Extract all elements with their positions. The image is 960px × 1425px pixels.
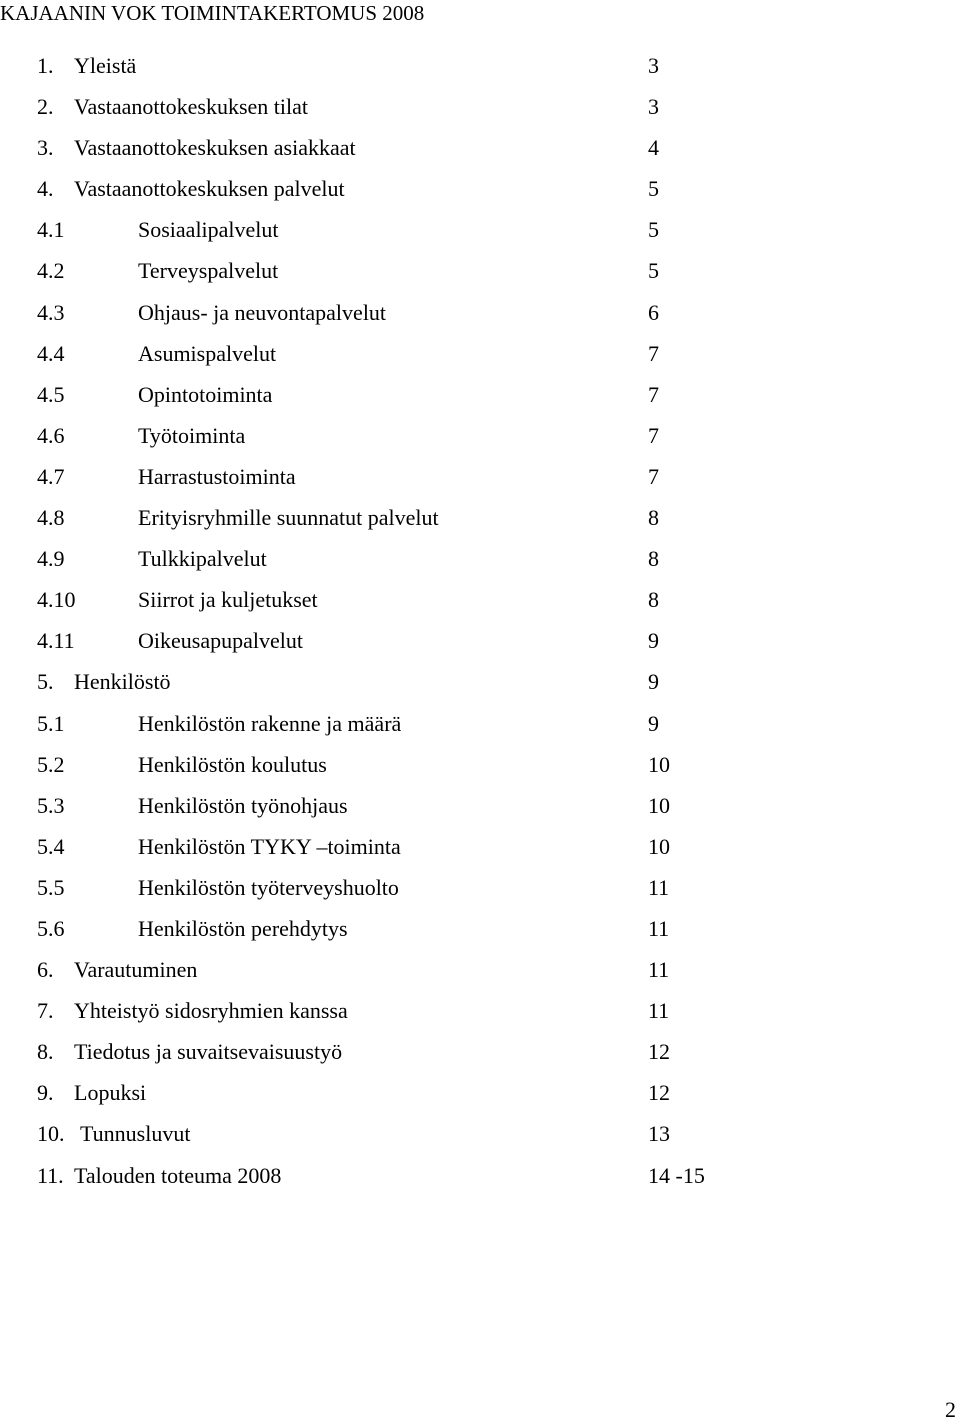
toc-subentry (0, 209, 960, 250)
toc-entry-number: 5. (37, 669, 54, 695)
toc-subentry (0, 333, 960, 374)
toc-entry-label: Vastaanottokeskuksen asiakkaat (74, 135, 356, 161)
toc-entry-page: 12 (648, 1080, 670, 1106)
toc-entry-label: Oikeusapupalvelut (138, 628, 303, 654)
toc-entry (0, 990, 960, 1031)
toc-entry-label: Henkilöstön perehdytys (138, 915, 348, 941)
toc-entry-label: Tulkkipalvelut (138, 546, 267, 572)
toc-subentry (0, 538, 960, 579)
page-number: 2 (945, 1397, 956, 1422)
toc-entry-label: Yhteistyö sidosryhmien kanssa (74, 998, 348, 1024)
toc-entry-page: 5 (648, 217, 659, 243)
toc-entry (0, 661, 960, 702)
table-of-contents (0, 45, 960, 1196)
toc-entry-page: 3 (648, 53, 659, 78)
toc-entry-number: 5.1 (37, 710, 65, 736)
toc-subentry (0, 744, 960, 785)
toc-entry-number: 4.1 (37, 217, 65, 243)
toc-entry (0, 168, 960, 209)
toc-entry-number: 11. (37, 1162, 64, 1188)
toc-subentry (0, 292, 960, 333)
toc-entry-page: 12 (648, 1039, 670, 1065)
toc-subentry (0, 908, 960, 949)
toc-entry (0, 86, 960, 127)
toc-entry-number: 4. (37, 176, 54, 202)
toc-entry-label: Henkilöstön TYKY –toiminta (138, 833, 401, 859)
toc-entry-label: Tiedotus ja suvaitsevaisuustyö (74, 1039, 343, 1065)
toc-entry-page: 4 (648, 135, 659, 161)
toc-entry-label: Siirrot ja kuljetukset (138, 587, 318, 613)
toc-entry-page: 11 (648, 874, 670, 900)
toc-entry-number: 3. (37, 135, 54, 161)
toc-entry (0, 45, 960, 86)
toc-subentry (0, 497, 960, 538)
toc-entry-label: Tunnusluvut (80, 1121, 191, 1147)
toc-entry-number: 7. (37, 998, 54, 1024)
toc-entry-page: 5 (648, 258, 659, 284)
toc-entry-label: Erityisryhmille suunnatut palvelut (138, 505, 439, 531)
toc-entry (0, 1031, 960, 1072)
toc-entry-page: 9 (648, 669, 659, 695)
toc-entry-number: 4.10 (37, 587, 76, 613)
toc-entry-page: 8 (648, 587, 659, 613)
toc-entry-page: 11 (648, 998, 670, 1024)
toc-entry-number: 5.4 (37, 833, 65, 859)
toc-entry-label: Opintotoiminta (138, 381, 273, 407)
toc-entry-page: 11 (648, 915, 670, 941)
toc-entry-label: Talouden toteuma 2008 (74, 1162, 282, 1188)
toc-entry-number: 4.8 (37, 505, 65, 531)
toc-entry-page: 13 (648, 1121, 670, 1147)
toc-entry-label: Sosiaalipalvelut (138, 217, 279, 243)
toc-entry-label: Henkilöstön rakenne ja määrä (138, 710, 402, 736)
toc-entry-number: 2. (37, 94, 54, 120)
toc-subentry (0, 415, 960, 456)
toc-subentry (0, 703, 960, 744)
toc-entry-label: Terveyspalvelut (138, 258, 279, 284)
toc-entry-page: 9 (648, 628, 659, 654)
toc-entry-number: 4.2 (37, 258, 65, 284)
toc-entry-number: 8. (37, 1039, 54, 1065)
toc-entry-number: 4.5 (37, 381, 65, 407)
toc-subentry (0, 579, 960, 620)
toc-entry-number: 4.9 (37, 546, 65, 572)
toc-entry-page: 10 (648, 833, 670, 859)
toc-entry-number: 4.6 (37, 422, 65, 448)
toc-entry-page: 7 (648, 463, 659, 489)
toc-entry-label: Henkilöstö (74, 669, 171, 695)
toc-entry (0, 1072, 960, 1113)
toc-entry-number: 4.4 (37, 340, 65, 366)
toc-entry (0, 1113, 960, 1154)
toc-subentry (0, 456, 960, 497)
toc-entry-label: Ohjaus- ja neuvontapalvelut (138, 299, 387, 325)
document-title: KAJAANIN VOK TOIMINTAKERTOMUS 2008 (0, 1, 425, 25)
toc-entry (0, 1155, 960, 1196)
toc-entry-number: 5.3 (37, 792, 65, 818)
toc-entry-number: 5.5 (37, 874, 65, 900)
toc-entry (0, 949, 960, 990)
toc-entry-label: Vastaanottokeskuksen tilat (74, 94, 309, 120)
toc-entry-label: Lopuksi (74, 1080, 147, 1106)
toc-entry-number: 4.7 (37, 463, 65, 489)
toc-entry-number: 4.3 (37, 299, 65, 325)
toc-entry-page: 11 (648, 957, 670, 983)
toc-entry-number: 4.11 (37, 628, 75, 654)
toc-entry-page: 8 (648, 505, 659, 531)
toc-entry-number: 10. (37, 1121, 65, 1147)
toc-entry-page: 3 (648, 94, 659, 120)
toc-entry-number: 1. (37, 53, 54, 78)
toc-entry-label: Varautuminen (74, 957, 198, 983)
toc-entry-label: Henkilöstön työterveyshuolto (138, 874, 399, 900)
toc-entry-number: 5.2 (37, 751, 65, 777)
toc-entry (0, 127, 960, 168)
toc-entry-number: 9. (37, 1080, 54, 1106)
toc-entry-page: 6 (648, 299, 659, 325)
toc-subentry (0, 785, 960, 826)
toc-entry-label: Asumispalvelut (138, 340, 277, 366)
toc-entry-number: 5.6 (37, 915, 65, 941)
toc-subentry (0, 867, 960, 908)
toc-entry-page: 5 (648, 176, 659, 202)
toc-entry-page: 7 (648, 422, 659, 448)
toc-entry-page: 14 -15 (648, 1162, 705, 1188)
toc-entry-label: Harrastustoiminta (138, 463, 296, 489)
toc-entry-page: 8 (648, 546, 659, 572)
toc-entry-label: Vastaanottokeskuksen palvelut (74, 176, 345, 202)
toc-subentry (0, 374, 960, 415)
toc-entry-page: 7 (648, 340, 659, 366)
toc-entry-page: 10 (648, 792, 670, 818)
toc-entry-page: 10 (648, 751, 670, 777)
toc-entry-label: Työtoiminta (138, 422, 246, 448)
toc-subentry (0, 250, 960, 291)
toc-entry-label: Yleistä (74, 53, 137, 78)
toc-entry-page: 7 (648, 381, 659, 407)
toc-entry-number: 6. (37, 957, 54, 983)
toc-subentry (0, 826, 960, 867)
toc-subentry (0, 620, 960, 661)
toc-entry-label: Henkilöstön työnohjaus (138, 792, 348, 818)
toc-entry-page: 9 (648, 710, 659, 736)
toc-entry-label: Henkilöstön koulutus (138, 751, 327, 777)
